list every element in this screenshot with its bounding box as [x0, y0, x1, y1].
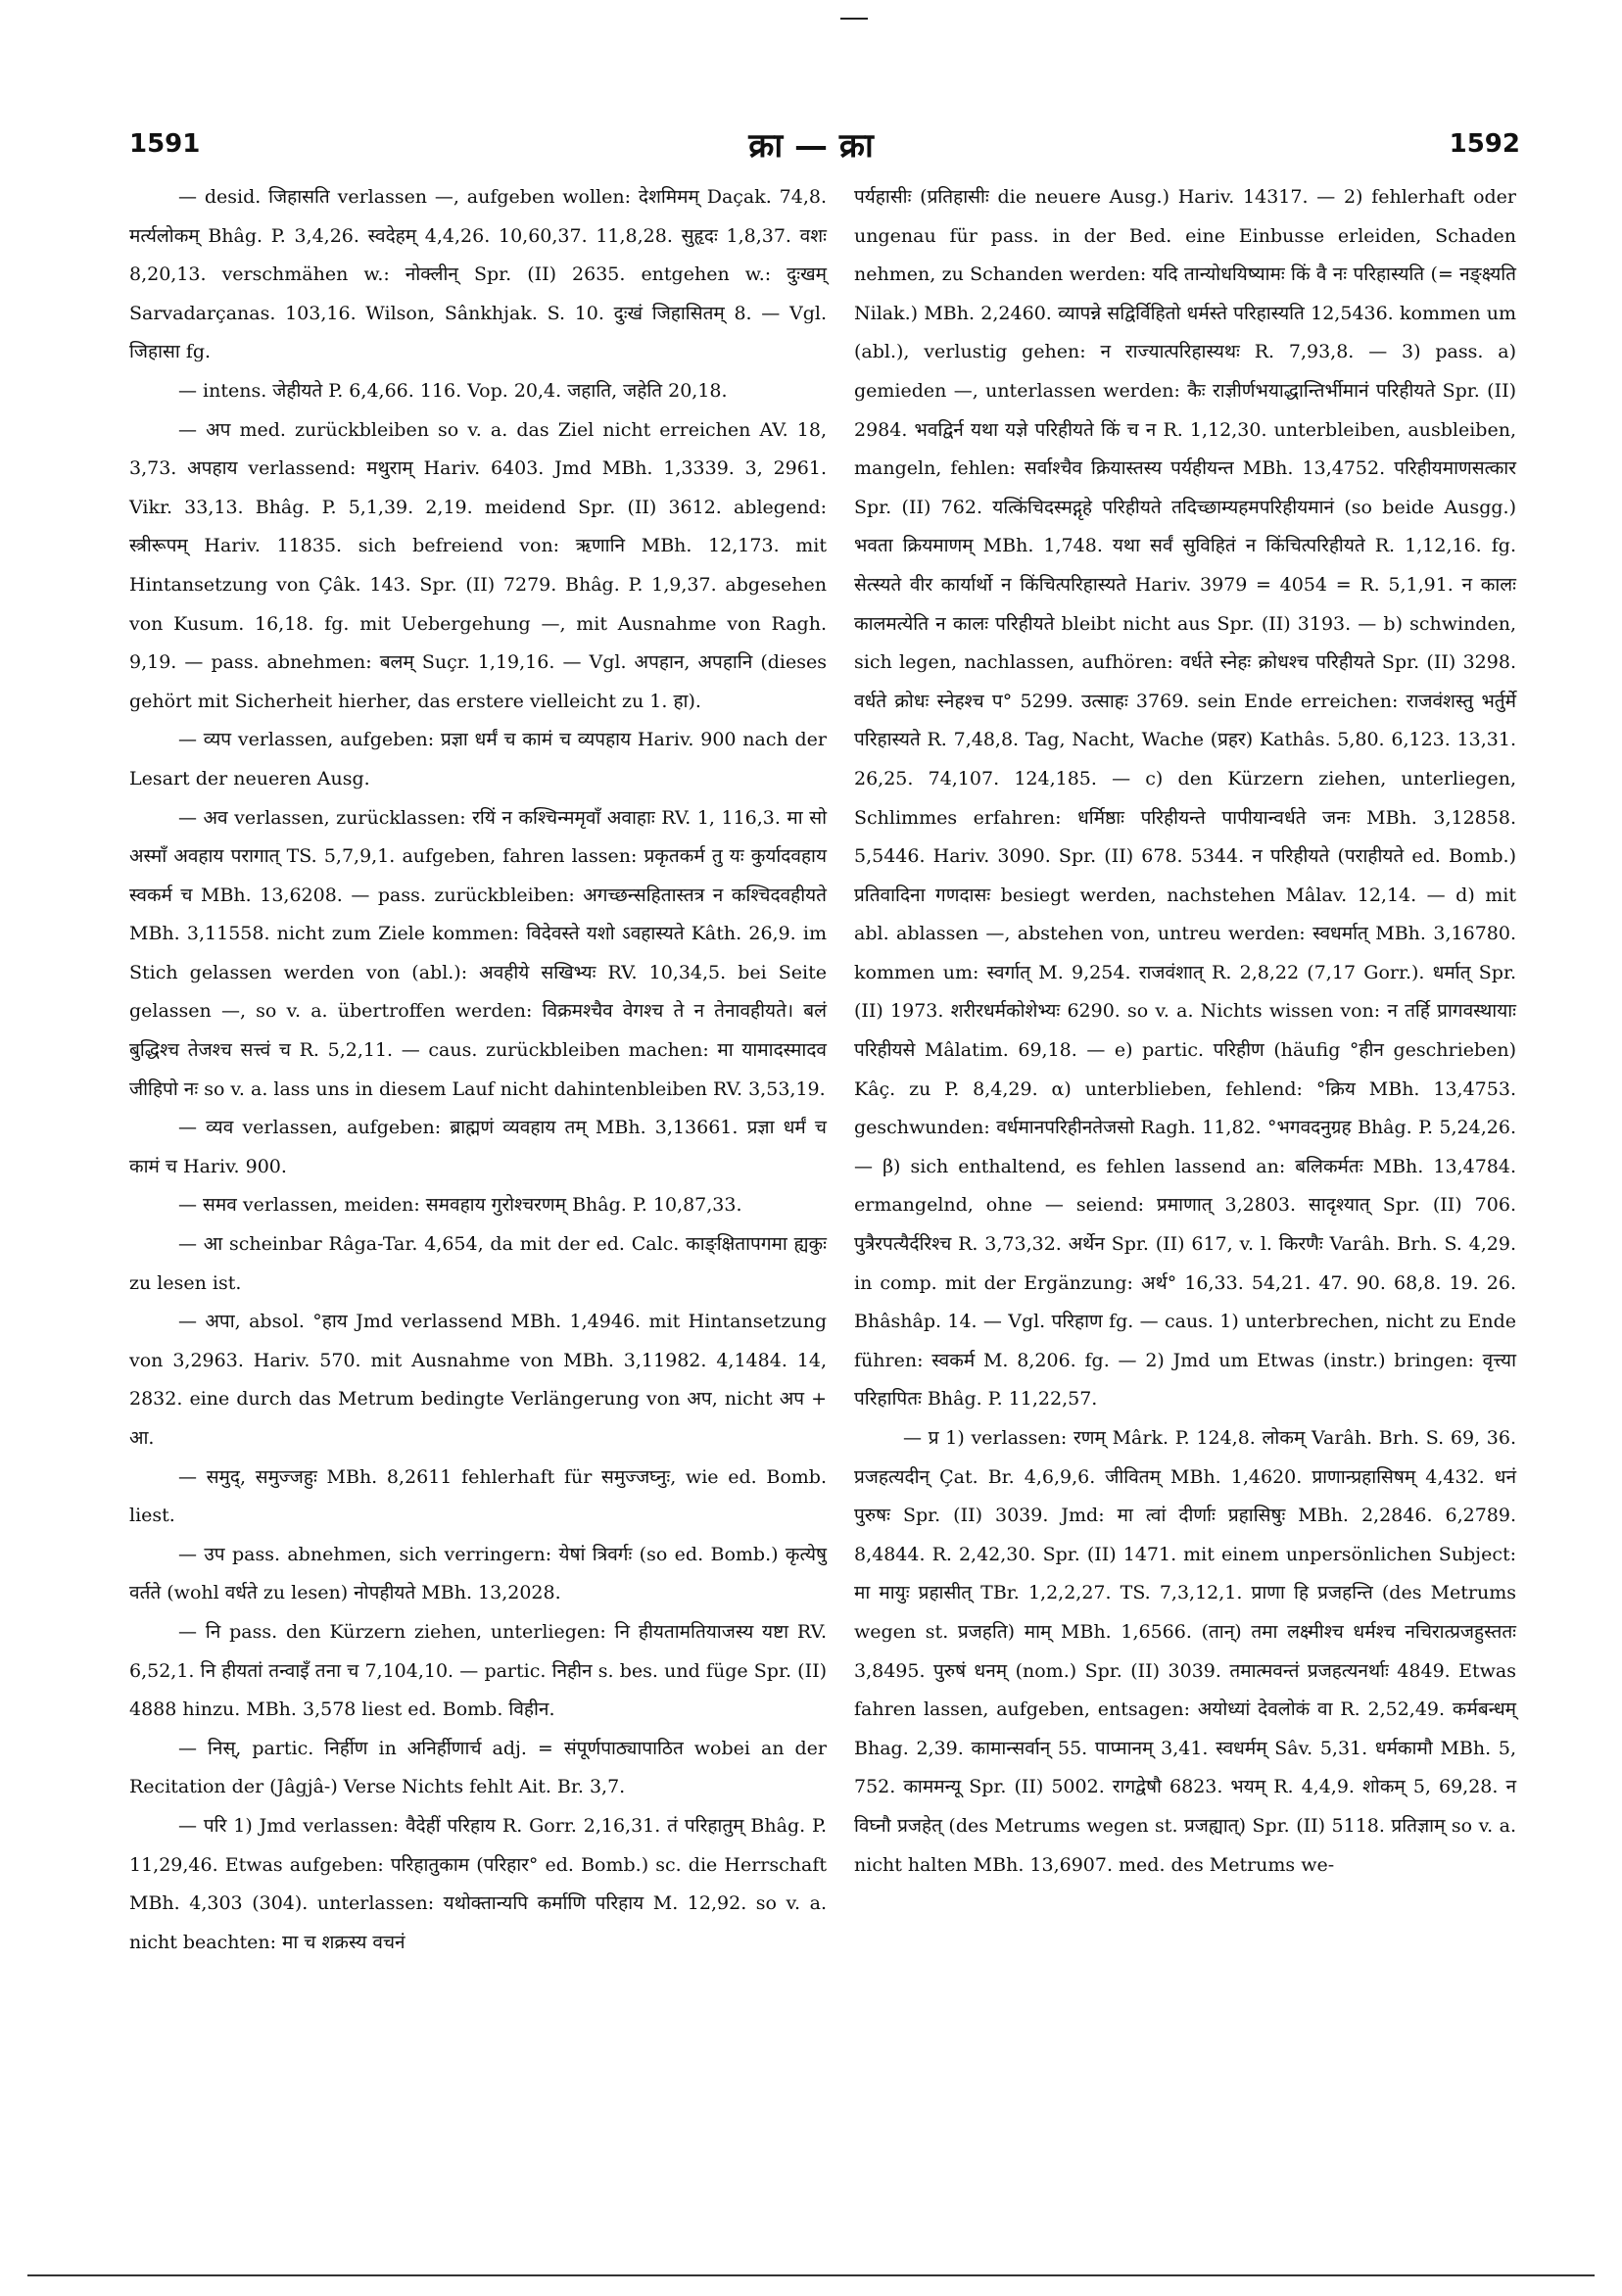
- top-mark: [840, 18, 868, 20]
- page-number-left: 1591: [129, 129, 201, 159]
- entry-paragraph: — व्यव verlassen, aufgeben: ब्राह्मणं व्यवहाय तम् MBh. 3,13661. प्रज्ञा धर्मं च कामं च Hariv. 900.: [129, 1117, 827, 1177]
- entry-paragraph: पर्यहासीः (प्रतिहासीः die neuere Ausg.) Hariv. 14317. — 2) fehlerhaft oder ungenau für pass. in der Bed. eine Einbusse erleiden, Schaden nehmen, zu Schanden werden: यदि तान्योधयिष्यामः किं वै नः परिहास्यति (= नङ्क्ष्यति Nilak.) MBh. 2,2460. व्यापन्ने सद्विर्विहितो धर्मस्ते परिहास्यति 12,5436. kommen um (abl.), verlustig gehen: न राज्यात्परिहास्यथः R. 7,93,8. — 3) pass. a) gemieden —, unterlassen werden: कैः राज्ञीर्णभयाद्धान्तिर्भीमानं परिहीयते Spr. (II) 2984. भवद्विर्न यथा यज्ञे परिहीयते किं च न R. 1,12,30. unterbleiben, ausbleiben, mangeln, fehlen: सर्वाश्चैव क्रियास्तस्य पर्यहीयन्त MBh. 13,4752. परिहीयमाणसत्कार Spr. (II) 762. यत्किंचिदस्मद्गृहे परिहीयते तदिच्छाम्यहमपरिहीयमानं (so beide Ausgg.) भवता क्रियमाणम् MBh. 1,748. यथा सर्वं सुविहितं न किंचित्परिहीयते R. 1,12,16. fg. सेत्स्यते वीर कार्यार्थो न किंचित्परिहास्यते Hariv. 3979 = 4054 = R. 5,1,91. न कालः कालमत्येति न कालः परिहीयते bleibt nicht aus Spr. (II) 3193. — b) schwinden, sich legen, nachlassen, aufhören: वर्धते स्नेहः क्रोधश्च परिहीयते Spr. (II) 3298. वर्धते क्रोधः स्नेहश्च प° 5299. उत्साहः 3769. sein Ende erreichen: राजवंशस्तु भर्तुर्मे परिहास्यते R. 7,48,8. Tag, Nacht, Wache (प्रहर) Kathâs. 5,80. 6,123. 13,31. 26,25. 74,107. 124,185. — c) den Kürzern ziehen, unterliegen, Schlimmes erfahren: धर्मिष्ठाः परिहीयन्ते पापीयान्वर्धते जनः MBh. 3,12858. 5,5446. Hariv. 3090. Spr. (II) 678. 5344. न परिहीयते (पराहीयते ed. Bomb.) प्रतिवादिना गणदासः besiegt werden, nachstehen Mâlav. 12,14. — d) mit abl. ablassen —, abstehen von, untreu werden: स्वधर्मात् MBh. 3,16780. kommen um: स्वर्गात् M. 9,254. राजवंशात् R. 2,8,22 (7,17 Gorr.). धर्मात् Spr. (II) 1973. शरीरधर्मकोशेभ्यः 6290. so v. a. Nichts wissen von: न तर्हि प्रागवस्थायाः परिहीयसे Mâlatim. 69,18. — e) partic. परिहीण (häufig °हीन geschrieben) Kâç. zu P. 8,4,29. α) unterblieben, fehlend: °क्रिय MBh. 13,4753. geschwunden: वर्धमानपरिहीनतेजसो Ragh. 11,82. °भगवदनुग्रह Bhâg. P. 5,24,26. — β) sich enthaltend, es fehlen lassend an: बलिकर्मतः MBh. 13,4784. ermangelnd, ohne — seiend: प्रमाणात् 3,2803. सादृश्यात् Spr. (II) 706. पुत्रैरपत्यैर्दरिश्च R. 3,73,32. अर्थेन Spr. (II) 617, v. l. किरणैः Varâh. Brh. S. 4,29. in comp. mit der Ergänzung: अर्थ° 16,33. 54,21. 47. 90. 68,8. 19. 26. Bhâshâp. 14. — Vgl. परिहाण fg. — caus. 1) unterbrechen, nicht zu Ende führen: स्वकर्म M. 8,206. fg. — 2) Jmd um Etwas (instr.) bringen: वृत्त्या परिहापितः Bhâg. P. 11,22,57.: [854, 186, 1516, 1411]
- entry-paragraph: — desid. जिहासति verlassen —, aufgeben wollen: देशमिमम् Daçak. 74,8. मर्त्यलोकम् Bhâg. P. 3,4,26. स्वदेहम् 4,4,26. 10,60,37. 11,8,28. सुहृदः 1,8,37. वशः 8,20,13. verschmähen w.: नोक्लीन् Spr. (II) 2635. entgehen w.: दुःखम् Sarvadarçanas. 103,16. Wilson, Sânkhjak. S. 10. दुःखं जिहासितम् 8. — Vgl. जिहासा fg.: [129, 186, 827, 363]
- entry-paragraph: — उप pass. abnehmen, sich verringern: येषां त्रिवर्गः (so ed. Bomb.) कृत्येषु वर्तते (wohl वर्धते zu lesen) नोपहीयते MBh. 13,2028.: [129, 1543, 827, 1604]
- entry-paragraph: — व्यप verlassen, aufgeben: प्रज्ञा धर्मं च कामं च व्यपहाय Hariv. 900 nach der Lesart der neueren Ausg.: [129, 729, 827, 789]
- left-column: [129, 178, 827, 1962]
- entry-paragraph: — अव verlassen, zurücklassen: रयिं न कश्चिन्ममृवाँ अवाहाः RV. 1, 116,3. मा सो अस्माँ अवहाय परागात् TS. 5,7,9,1. aufgeben, fahren lassen: प्रकृतकर्म तु यः कुर्यादवहाय स्वकर्म च MBh. 13,6208. — pass. zurückbleiben: अगच्छन्सहितास्तत्र न कश्चिदवहीयते MBh. 3,11558. nicht zum Ziele kommen: विदेवस्ते यशो ऽवहास्यते Kâth. 26,9. im Stich gelassen werden von (abl.): अवहीये सखिभ्यः RV. 10,34,5. bei Seite gelassen —, so v. a. übertroffen werden: विक्रमश्चैव वेगश्च ते न तेनावहीयते। बलं बुद्धिश्च तेजश्च सत्त्वं च R. 5,2,11. — caus. zurückbleiben machen: मा यामादस्मादव जीहिपो नः so v. a. lass uns in diesem Lauf nicht dahintenbleiben RV. 3,53,19.: [129, 806, 827, 1100]
- entry-paragraph: — आ scheinbar Râga-Tar. 4,654, da mit der ed. Calc. काङ्क्षितापगमा ह्यकुः zu lesen ist.: [129, 1233, 827, 1294]
- entry-paragraph: — अपा, absol. °हाय Jmd verlassend MBh. 1,4946. mit Hintansetzung von 3,2963. Hariv. 570. mit Ausnahme von MBh. 3,11982. 4,1484. 14, 2832. eine durch das Metrum bedingte Verlängerung von अप, nicht अप + आ.: [129, 1311, 827, 1449]
- entry-paragraph: — intens. जेहीयते P. 6,4,66. 116. Vop. 20,4. जहाति, जहेति 20,18.: [178, 379, 728, 402]
- right-column: [854, 178, 1516, 1885]
- entry-paragraph: — नि pass. den Kürzern ziehen, unterliegen: नि हीयतामतियाजस्य यष्टा RV. 6,52,1. नि हीयतां तन्वाइँ तना च 7,104,10. — partic. निहीन s. bes. und füge Spr. (II) 4888 hinzu. MBh. 3,578 liest ed. Bomb. विहीन.: [129, 1620, 827, 1721]
- entry-paragraph: — परि 1) Jmd verlassen: वैदेहीं परिहाय R. Gorr. 2,16,31. तं परिहातुम् Bhâg. P. 11,29,46. Etwas aufgeben: परिहातुकाम (परिहार° ed. Bomb.) sc. die Herrschaft MBh. 4,303 (304). unterlassen: यथोक्तान्यपि कर्माणि परिहाय M. 12,92. so v. a. nicht beachten: मा च शक्रस्य वचनं: [129, 1814, 827, 1953]
- entry-paragraph: — निस्, partic. निर्हीण in अनिर्हीणार्च adj. = संपूर्णपाठ्यापाठित wobei an der Recitation der (Jâgjâ-) Verse Nichts fehlt Ait. Br. 3,7.: [129, 1737, 827, 1798]
- entry-paragraph: — प्र 1) verlassen: रणम् Mârk. P. 124,8. लोकम् Varâh. Brh. S. 69, 36. प्रजहत्यदीन् Çat. Br. 4,6,9,6. जीवितम् MBh. 1,4620. प्राणान्प्रहासिषम् 4,432. धनं पुरुषः Spr. (II) 3039. Jmd: मा त्वां दीर्णाः प्रहासिषुः MBh. 2,2846. 6,2789. 8,4844. R. 2,42,30. Spr. (II) 1471. mit einem unpersönlichen Subject: मा मायुः प्रहासीत् TBr. 1,2,2,27. TS. 7,3,12,1. प्राणा हि प्रजहन्ति (des Metrums wegen st. प्रजहति) माम् MBh. 1,6566. (तान्) तमा लक्ष्मीश्च धर्मश्च नचिरात्प्रजहुस्ततः 3,8495. पुरुषं धनम् (nom.) Spr. (II) 3039. तमात्मवन्तं प्रजहत्यनर्थाः 4849. Etwas fahren lassen, aufgeben, entsagen: अयोध्यां देवलोकं वा R. 2,52,49. कर्मबन्धम् Bhag. 2,39. कामान्सर्वान् 55. पाप्मानम् 3,41. स्वधर्मम् Sâv. 5,31. धर्मकामौ MBh. 5, 752. काममन्यू Spr. (II) 5002. रागद्वेषौ 6823. भयम् R. 4,4,9. शोकम् 5, 69,28. न विघ्नौ प्रजहेत् (des Metrums wegen st. प्रजह्यात्) Spr. (II) 5118. प्रतिज्ञाम् so v. a. nicht halten MBh. 13,6907. med. des Metrums we-: [854, 1427, 1516, 1876]
- entry-paragraph: — अप med. zurückbleiben so v. a. das Ziel nicht erreichen AV. 18, 3,73. अपहाय verlassend: मथुराम् Hariv. 6403. Jmd MBh. 1,3339. 3, 2961. Vikr. 33,13. Bhâg. P. 5,1,39. 2,19. meidend Spr. (II) 3612. ablegend: स्त्रीरूपम् Hariv. 11835. sich befreiend von: ऋणानि MBh. 12,173. mit Hintansetzung von Çâk. 143. Spr. (II) 7279. Bhâg. P. 1,9,37. abgesehen von Kusum. 16,18. fg. mit Uebergehung —, mit Ausnahme von Ragh. 9,19. — pass. abnehmen: बलम् Suçr. 1,19,16. — Vgl. अपहान, अपहानि (dieses gehört mit Sicherheit hierher, das erstere vielleicht zu 1. हा).: [129, 418, 827, 712]
- bottom-rule: [27, 2274, 1595, 2276]
- entry-paragraph: — समव verlassen, meiden: समवहाय गुरोश्चरणम् Bhâg. P. 10,87,33.: [178, 1194, 742, 1217]
- page-number-right: 1592: [1449, 129, 1520, 159]
- entry-paragraph: — समुद्, समुज्जहुः MBh. 8,2611 fehlerhaft für समुज्जघ्नुः, wie ed. Bomb. liest.: [129, 1465, 827, 1527]
- running-headword: क्रा — क्रा: [748, 126, 874, 166]
